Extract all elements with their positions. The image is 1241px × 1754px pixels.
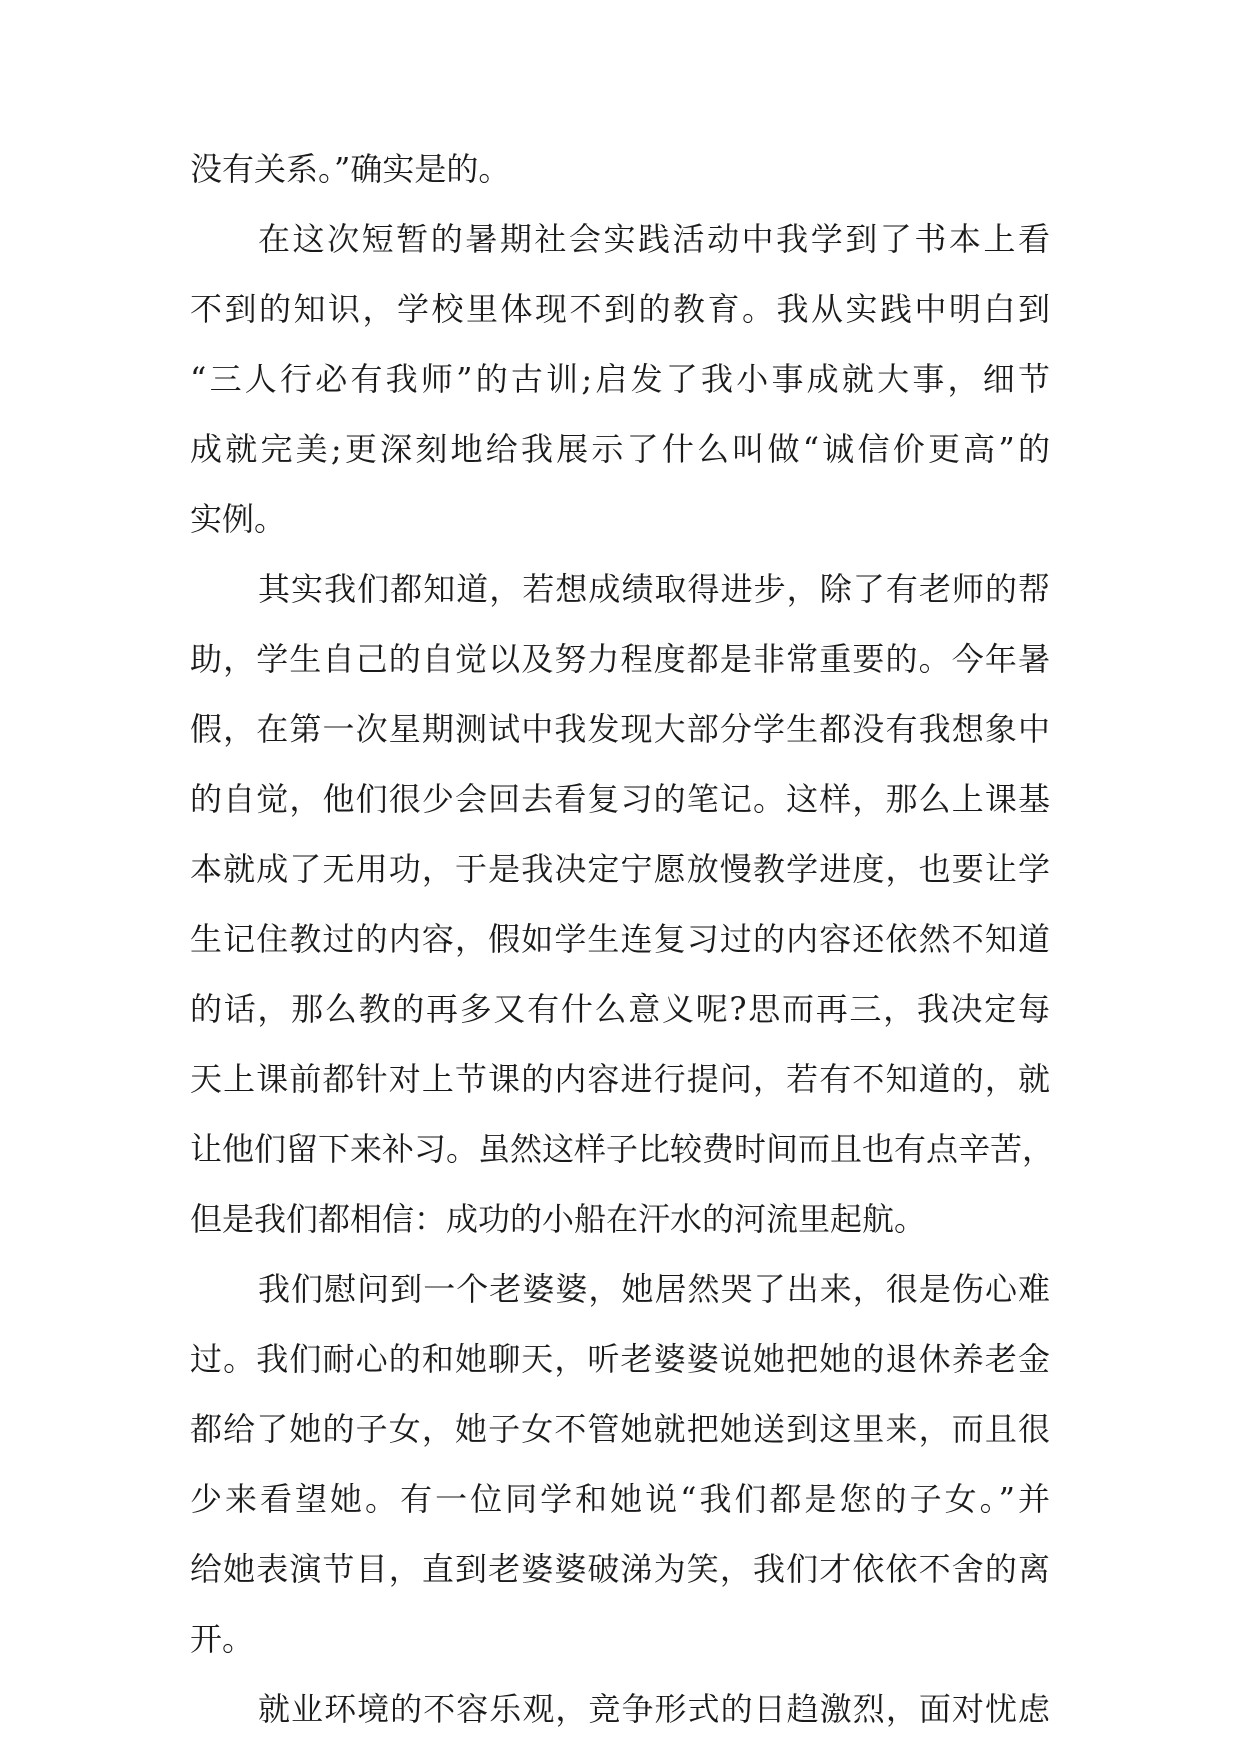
- text-line: 没有关系。”确实是的。: [190, 150, 511, 188]
- text-line: 实例。: [190, 500, 287, 538]
- text-line: 过。我们耐心的和她聊天，听老婆婆说她把她的退休养老金: [190, 1340, 1050, 1378]
- text-line: 的自觉，他们很少会回去看复习的笔记。这样，那么上课基: [190, 780, 1050, 818]
- text-line: 助，学生自己的自觉以及努力程度都是非常重要的。今年暑: [190, 640, 1050, 678]
- text-line: 少来看望她。有一位同学和她说“我们都是您的子女。”并: [190, 1480, 1050, 1518]
- text-line: 的话，那么教的再多又有什么意义呢?思而再三，我决定每: [190, 990, 1050, 1028]
- text-line: 在这次短暂的暑期社会实践活动中我学到了书本上看: [258, 220, 1050, 258]
- text-line: 开。: [190, 1620, 255, 1658]
- text-line: 让他们留下来补习。虽然这样子比较费时间而且也有点辛苦，: [190, 1130, 1055, 1168]
- text-line: 天上课前都针对上节课的内容进行提问，若有不知道的，就: [190, 1060, 1050, 1098]
- text-line: 不到的知识，学校里体现不到的教育。我从实践中明白到: [190, 290, 1050, 328]
- text-line: 假，在第一次星期测试中我发现大部分学生都没有我想象中: [190, 710, 1050, 748]
- text-line: 成就完美;更深刻地给我展示了什么叫做“诚信价更高”的: [190, 430, 1050, 468]
- text-line: 但是我们都相信：成功的小船在汗水的河流里起航。: [190, 1200, 927, 1238]
- text-line: 其实我们都知道，若想成绩取得进步，除了有老师的帮: [258, 570, 1050, 608]
- text-line: 本就成了无用功，于是我决定宁愿放慢教学进度，也要让学: [190, 850, 1050, 888]
- text-line: 都给了她的子女，她子女不管她就把她送到这里来，而且很: [190, 1410, 1050, 1448]
- text-line: 我们慰问到一个老婆婆，她居然哭了出来，很是伤心难: [258, 1270, 1050, 1308]
- text-line: “三人行必有我师”的古训;启发了我小事成就大事，细节: [190, 360, 1050, 398]
- text-line: 给她表演节目，直到老婆婆破涕为笑，我们才依依不舍的离: [190, 1550, 1050, 1588]
- text-line: 就业环境的不容乐观，竞争形式的日趋激烈，面对忧虑: [258, 1690, 1050, 1728]
- text-line: 生记住教过的内容，假如学生连复习过的内容还依然不知道: [190, 920, 1050, 958]
